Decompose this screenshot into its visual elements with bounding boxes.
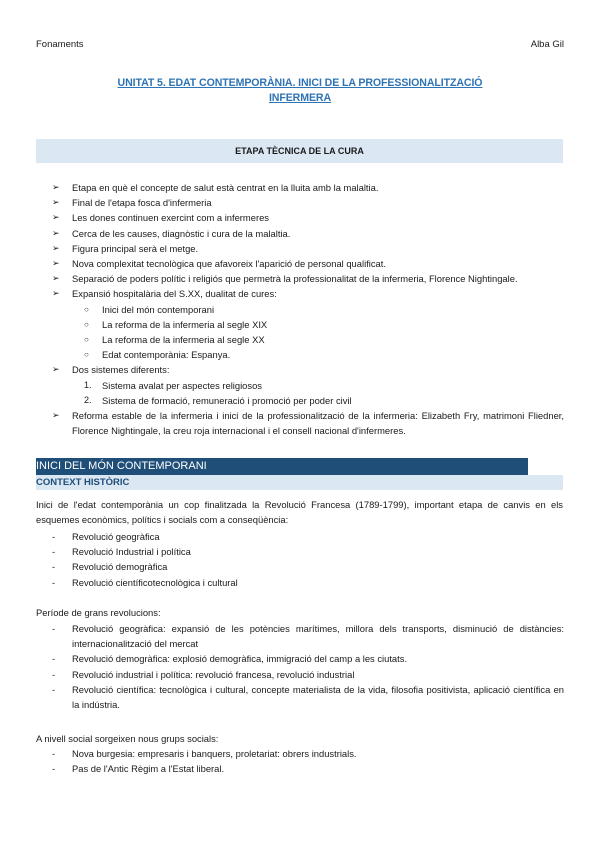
section-heading: INICI DEL MÓN CONTEMPORANI bbox=[36, 458, 528, 475]
list-item: ➢ Les dones continuen exercint com a infermeres bbox=[52, 210, 564, 225]
dash-bullet-icon: - bbox=[52, 531, 56, 542]
arrow-bullet-icon: ➢ bbox=[52, 212, 60, 223]
groups-label: A nivell social sorgeixen nous grups socials: bbox=[36, 733, 219, 744]
dash-bullet-icon: - bbox=[52, 576, 56, 588]
dash-bullet-icon: - bbox=[52, 668, 56, 680]
circle-bullet-icon: ○ bbox=[84, 350, 89, 360]
period-list bbox=[52, 621, 564, 712]
list-item: - Pas de l'Antic Règim a l'Estat liberal. bbox=[52, 761, 564, 776]
list-item: ➢ Separació de poders polític i religiós que permetrà la professionalitat de la infermeria, Florence Nightingale. bbox=[52, 271, 564, 286]
arrow-bullet-icon: ➢ bbox=[52, 273, 60, 284]
list-item: ○ Edat contemporània: Espanya. bbox=[72, 347, 564, 362]
list-item: 2. Sistema de formació, remuneració i promoció per poder civil bbox=[84, 394, 352, 406]
list-item: - Revolució geogràfica bbox=[52, 529, 564, 544]
dash-bullet-icon: - bbox=[52, 748, 56, 759]
arrow-bullet-icon: ➢ bbox=[52, 364, 60, 375]
list-item: ➢ Reforma estable de la infermeria i inici de la professionalització de la infermeria: Elizabeth Fry, matrimoni Fliedner, Florence Nightingale, la creu roja internacional i el consell nacional d'infermeres. bbox=[52, 410, 564, 437]
list-item: ➢ Nova complexitat tecnològica que afavoreix l'aparició de personal qualificat. bbox=[52, 256, 564, 271]
list-item: - Revolució demogràfica: explosió demogràfica, immigració del camp a les ciutats. bbox=[52, 651, 564, 666]
arrow-bullet-icon: ➢ bbox=[52, 258, 60, 269]
list-item: - Revolució científica: tecnològica i cultural, concepte materialista de la vida, filosofia positivista, aplicació científica en la indústria. bbox=[52, 683, 564, 711]
list-item: ○ La reforma de la infermeria al segle XIX bbox=[72, 317, 564, 332]
list-item: ➢ Final de l'etapa fosca d'infermeria bbox=[52, 195, 564, 210]
circle-bullet-icon: ○ bbox=[84, 319, 89, 329]
list-item: - Revolució científicotecnològica i cultural bbox=[52, 575, 564, 590]
unit-title-line-1: UNITAT 5. EDAT CONTEMPORÀNIA. INICI DE LA PROFESSIONALITZACIÓ bbox=[117, 77, 483, 89]
stage-heading: ETAPA TÈCNICA DE LA CURA bbox=[36, 139, 563, 163]
section-subheading: CONTEXT HISTÒRIC bbox=[36, 475, 563, 490]
arrow-bullet-icon: ➢ bbox=[52, 182, 60, 192]
list-item: - Revolució geogràfica: expansió de les potències marítimes, millora dels transports, disminució de distàncies: internacionalització del mercat bbox=[52, 623, 564, 650]
arrow-bullet-icon: ➢ bbox=[52, 242, 60, 253]
list-item: ➢ Etapa en què el concepte de salut està centrat en la lluita amb la malaltia. bbox=[52, 180, 564, 195]
list-item: - Revolució Industrial i política bbox=[52, 544, 564, 559]
expansion-sublist bbox=[72, 302, 564, 363]
arrow-bullet-icon: ➢ bbox=[52, 288, 60, 299]
dash-bullet-icon: - bbox=[52, 623, 56, 634]
stage-bullet-list bbox=[52, 180, 564, 438]
dash-bullet-icon: - bbox=[52, 561, 56, 573]
period-label: Període de grans revolucions: bbox=[36, 607, 161, 618]
unit-title[interactable] bbox=[0, 76, 600, 105]
arrow-bullet-icon: ➢ bbox=[52, 410, 60, 421]
list-item: ➢ Dos sistemes diferents: 1. Sistema avalat per aspectes religiosos 2. Sistema de formació, remuneració i promoció per poder civil bbox=[52, 362, 564, 408]
groups-list bbox=[52, 746, 564, 776]
circle-bullet-icon: ○ bbox=[84, 304, 89, 314]
systems-sublist bbox=[72, 378, 564, 408]
unit-title-line-2: INFERMERA bbox=[268, 91, 332, 104]
list-item: - Revolució industrial i política: revolució francesa, revolució industrial bbox=[52, 667, 564, 682]
list-item: ➢ Cerca de les causes, diagnòstic i cura de la malaltia. bbox=[52, 226, 564, 241]
arrow-bullet-icon: ➢ bbox=[52, 227, 60, 238]
list-item: ○ Inici del món contemporani bbox=[72, 302, 564, 317]
list-item: - Nova burgesia: empresaris i banquers, proletariat: obrers industrials. bbox=[52, 746, 564, 761]
list-item: 1. Sistema avalat per aspectes religiosos bbox=[84, 379, 262, 391]
arrow-bullet-icon: ➢ bbox=[52, 197, 60, 208]
dash-bullet-icon: - bbox=[52, 653, 56, 665]
header-course: Fonaments bbox=[36, 39, 84, 50]
list-item: ➢ Expansió hospitalària del S.XX, dualitat de cures: ○ Inici del món contemporani ○ La reforma de la infermeria al segle XIX ○ La reforma de la infermeria al segle XX ○ Edat contemporània: Espanya. bbox=[52, 286, 564, 362]
header-author: Alba Gil bbox=[530, 39, 564, 50]
dash-bullet-icon: - bbox=[52, 763, 56, 775]
circle-bullet-icon: ○ bbox=[84, 335, 89, 345]
list-item: ○ La reforma de la infermeria al segle XX bbox=[72, 332, 564, 347]
intro-paragraph: Inici de l'edat contemporània un cop finalitzada la Revolució Francesa (1789-1799), important etapa de canvis en els esquemes econòmics, polítics i socials com a conseqüència: bbox=[36, 499, 563, 526]
list-item: - Revolució demogràfica bbox=[52, 559, 564, 574]
list-item: ➢ Figura principal serà el metge. bbox=[52, 241, 564, 256]
revolutions-list bbox=[52, 529, 564, 590]
dash-bullet-icon: - bbox=[52, 683, 56, 695]
dash-bullet-icon: - bbox=[52, 546, 56, 558]
